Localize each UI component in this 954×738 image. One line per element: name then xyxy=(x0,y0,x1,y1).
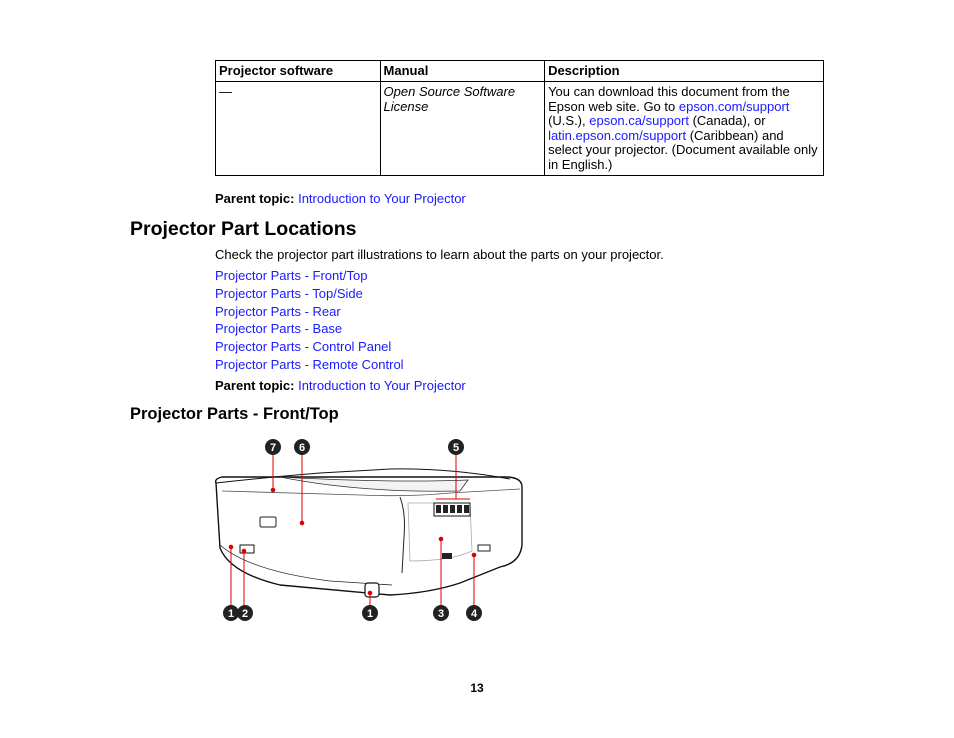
header-projector-software: Projector software xyxy=(216,61,381,82)
callout-6 xyxy=(294,439,310,455)
link-remote-control[interactable]: Projector Parts - Remote Control xyxy=(215,356,404,372)
software-table xyxy=(215,60,824,176)
list-item xyxy=(215,356,404,374)
header-manual: Manual xyxy=(380,61,545,82)
link-rear[interactable]: Projector Parts - Rear xyxy=(215,303,341,319)
cell-manual xyxy=(380,82,545,176)
desc-text-1: You can download this document from the Epson web site. Go to xyxy=(548,84,790,114)
callout-4 xyxy=(466,605,482,621)
parent-topic-label: Parent topic: xyxy=(215,191,295,206)
desc-text-4: (Caribbean) and select your projector. (Document available only in English.) xyxy=(548,127,818,172)
svg-text:5: 5 xyxy=(452,442,460,454)
subsection-title: Projector Parts - Front/Top xyxy=(130,405,339,423)
link-control-panel[interactable]: Projector Parts - Control Panel xyxy=(215,339,392,355)
svg-text:1: 1 xyxy=(366,608,374,620)
page-number: 13 xyxy=(470,681,484,695)
manual-line-1: Open Source Software xyxy=(383,84,516,99)
link-top-side[interactable]: Projector Parts - Top/Side xyxy=(215,285,363,301)
front-foot xyxy=(365,583,379,597)
svg-text:4: 4 xyxy=(470,608,478,620)
projector-illustration xyxy=(210,433,530,628)
desc-text-3: (Canada), or xyxy=(688,113,766,128)
parent-topic-1 xyxy=(215,191,466,206)
svg-text:6: 6 xyxy=(298,442,306,454)
callout-5 xyxy=(448,439,464,455)
header-description: Description xyxy=(545,61,824,82)
link-epson-ca-support[interactable]: epson.ca/support xyxy=(589,113,689,128)
parent-topic-label: Parent topic: xyxy=(215,378,295,393)
list-item xyxy=(215,338,404,356)
list-item xyxy=(215,285,404,303)
parent-topic-link[interactable]: Introduction to Your Projector xyxy=(298,191,466,206)
parts-link-list xyxy=(215,267,404,374)
parent-topic-2 xyxy=(215,378,466,393)
intro-text: Check the projector part illustrations to learn about the parts on your projector. xyxy=(215,247,664,262)
projector-body xyxy=(216,477,522,595)
parent-topic-link[interactable]: Introduction to Your Projector xyxy=(298,378,466,393)
svg-text:1: 1 xyxy=(227,608,235,620)
list-item xyxy=(215,320,404,338)
link-front-top[interactable]: Projector Parts - Front/Top xyxy=(215,268,368,283)
callout-2 xyxy=(237,605,253,621)
manual-line-2: License xyxy=(383,98,429,114)
remote-sensor xyxy=(260,517,276,527)
link-epson-com-support[interactable]: epson.com/support xyxy=(678,98,790,114)
cell-description xyxy=(545,82,824,176)
link-base[interactable]: Projector Parts - Base xyxy=(215,321,343,337)
callout-1b xyxy=(362,605,378,621)
port-2 xyxy=(478,545,490,551)
callout-1a xyxy=(223,605,239,621)
control-panel-buttons xyxy=(434,503,470,516)
svg-text:3: 3 xyxy=(437,608,445,620)
list-item xyxy=(215,267,404,285)
port-1 xyxy=(442,553,452,559)
svg-text:2: 2 xyxy=(241,608,249,620)
table-row xyxy=(216,82,824,176)
desc-text-2: (U.S.), xyxy=(548,113,590,128)
link-latin-epson-support[interactable]: latin.epson.com/support xyxy=(548,127,687,143)
table-header-row xyxy=(216,61,824,82)
section-title: Projector Part Locations xyxy=(130,218,357,240)
list-item xyxy=(215,303,404,321)
callout-3 xyxy=(433,605,449,621)
callout-7 xyxy=(265,439,281,455)
cell-software: — xyxy=(216,82,381,176)
svg-text:7: 7 xyxy=(269,442,277,454)
